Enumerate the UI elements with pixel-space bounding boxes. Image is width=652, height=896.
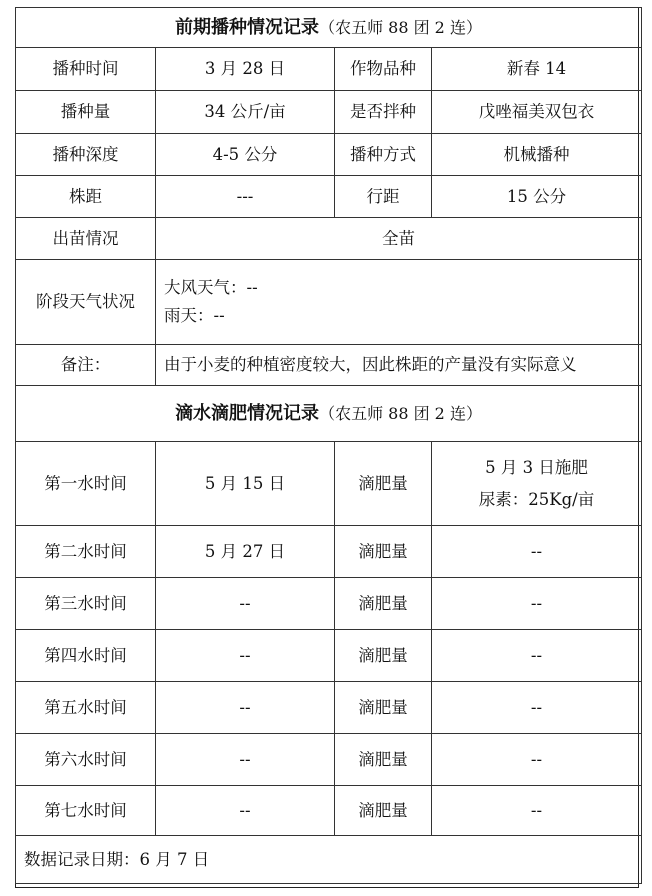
irrigation-title-main: 滴水滴肥情况记录 xyxy=(175,402,320,424)
cell-label: 播种深度 xyxy=(16,134,156,176)
irrigation-section-title xyxy=(16,386,642,442)
irrigation-title-sub: （农五师 88 团 2 连） xyxy=(319,403,482,423)
table-row xyxy=(16,682,642,734)
cell-value: -- xyxy=(156,786,335,836)
wind-weather: 大风天气：-- xyxy=(164,278,258,298)
emergence-row xyxy=(16,218,642,260)
cell-label: 播种方式 xyxy=(335,134,432,176)
cell-value: 5 月 15 日 xyxy=(156,442,335,526)
table-row xyxy=(16,442,642,526)
table-row xyxy=(16,48,642,91)
table-row xyxy=(16,786,642,836)
cell-value: 3 月 28 日 xyxy=(156,48,335,91)
table-row xyxy=(16,134,642,176)
rain-weather: 雨天：-- xyxy=(164,306,225,325)
remark-row xyxy=(16,345,642,386)
cell-value: -- xyxy=(156,682,335,734)
cell-value: 5 月 27 日 xyxy=(156,526,335,578)
record-table xyxy=(15,7,642,884)
emergence-value: 全苗 xyxy=(156,218,642,260)
remark-value: 由于小麦的种植密度较大，因此株距的产量没有实际意义 xyxy=(156,345,642,386)
weather-row xyxy=(16,260,642,345)
cell-label: 作物品种 xyxy=(335,48,432,91)
remark-label: 备注： xyxy=(16,345,156,386)
weather-label: 阶段天气状况 xyxy=(16,260,156,345)
cell-value: 34 公斤/亩 xyxy=(156,91,335,134)
fertilizer-detail xyxy=(432,442,642,526)
footer-row xyxy=(16,836,642,884)
cell-value: -- xyxy=(156,578,335,630)
cell-label: 滴肥量 xyxy=(335,734,432,786)
table-row xyxy=(16,734,642,786)
cell-label: 第三水时间 xyxy=(16,578,156,630)
cell-label: 第六水时间 xyxy=(16,734,156,786)
cell-label: 滴肥量 xyxy=(335,442,432,526)
cell-value: 戊唑福美双包衣 xyxy=(432,91,642,134)
table-row xyxy=(16,176,642,218)
cell-value: -- xyxy=(432,682,642,734)
fertilizer-date: 5 月 3 日施肥 xyxy=(485,457,588,477)
cell-label: 滴肥量 xyxy=(335,786,432,836)
cell-label: 播种时间 xyxy=(16,48,156,91)
cell-label: 滴肥量 xyxy=(335,526,432,578)
cell-label: 第一水时间 xyxy=(16,442,156,526)
sowing-section-title xyxy=(16,8,642,48)
cell-label: 株距 xyxy=(16,176,156,218)
sowing-title-main: 前期播种情况记录 xyxy=(175,16,320,38)
sowing-title-sub: （农五师 88 团 2 连） xyxy=(319,17,482,37)
cell-label: 播种量 xyxy=(16,91,156,134)
emergence-label: 出苗情况 xyxy=(16,218,156,260)
cell-label: 滴肥量 xyxy=(335,578,432,630)
cell-value: -- xyxy=(156,734,335,786)
cell-label: 第七水时间 xyxy=(16,786,156,836)
cell-value: -- xyxy=(432,578,642,630)
table-row xyxy=(16,526,642,578)
table-row xyxy=(16,578,642,630)
cell-value: 15 公分 xyxy=(432,176,642,218)
cell-value: 4-5 公分 xyxy=(156,134,335,176)
cell-label: 是否拌种 xyxy=(335,91,432,134)
cell-label: 滴肥量 xyxy=(335,682,432,734)
cell-value: 机械播种 xyxy=(432,134,642,176)
cell-label: 行距 xyxy=(335,176,432,218)
cell-label: 第五水时间 xyxy=(16,682,156,734)
cell-label: 滴肥量 xyxy=(335,630,432,682)
cell-label: 第四水时间 xyxy=(16,630,156,682)
cell-value: -- xyxy=(432,786,642,836)
fertilizer-amount: 尿素：25Kg/亩 xyxy=(478,489,595,509)
cell-value: -- xyxy=(432,630,642,682)
cell-value: -- xyxy=(432,526,642,578)
record-date: 数据记录日期：6 月 7 日 xyxy=(16,836,642,884)
cell-value: -- xyxy=(156,630,335,682)
weather-value xyxy=(156,260,642,345)
cell-label: 第二水时间 xyxy=(16,526,156,578)
table-row xyxy=(16,630,642,682)
table-row xyxy=(16,91,642,134)
record-sheet xyxy=(15,7,639,888)
cell-value: -- xyxy=(432,734,642,786)
cell-value: --- xyxy=(156,176,335,218)
cell-value: 新春 14 xyxy=(432,48,642,91)
